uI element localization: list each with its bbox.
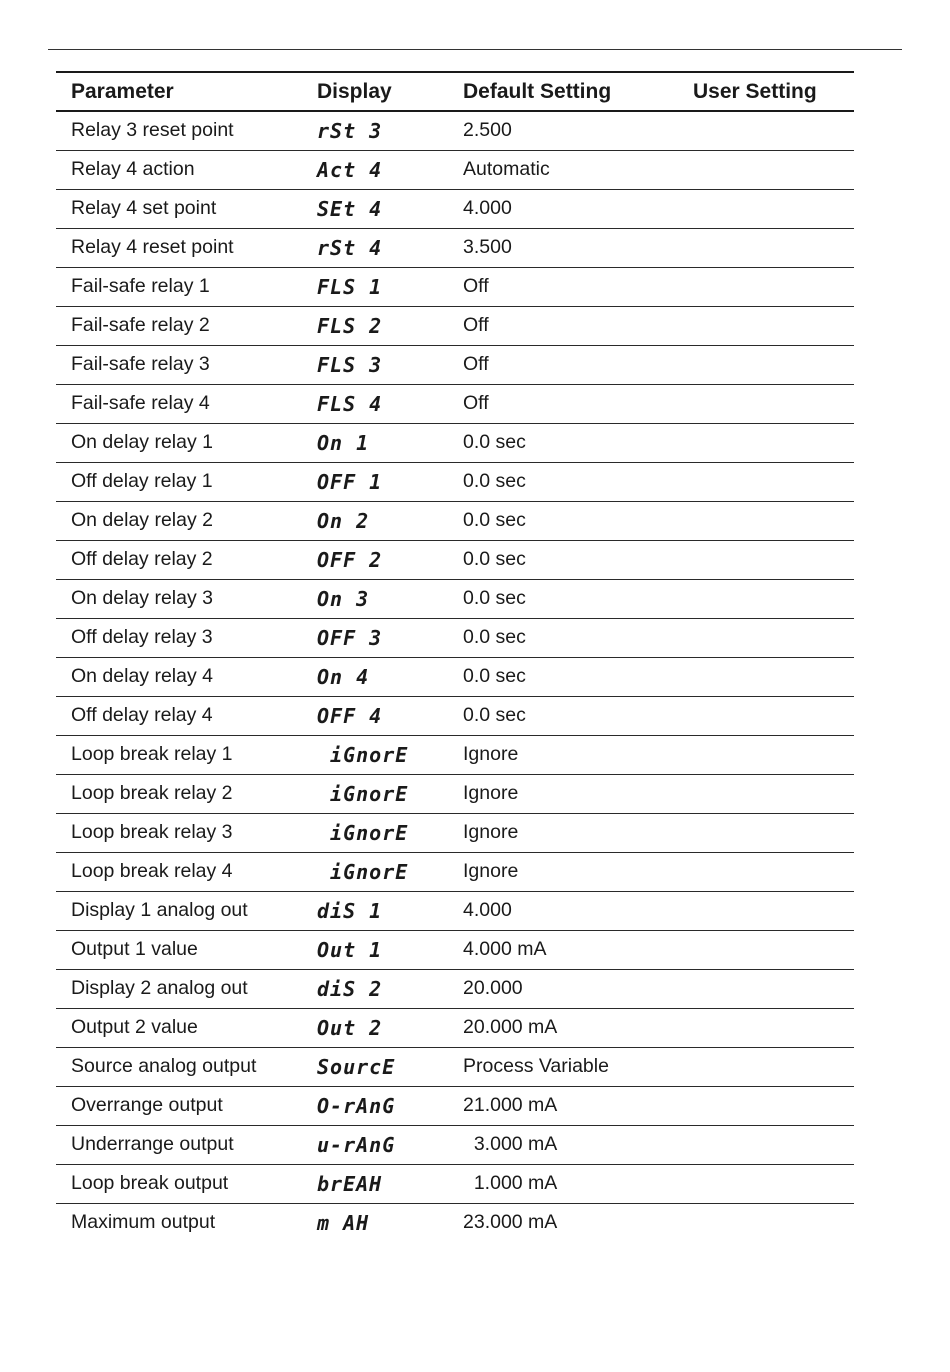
cell-display: diS 2 — [317, 976, 383, 1001]
cell-user-setting — [682, 930, 854, 969]
cell-parameter: On delay relay 2 — [71, 509, 213, 531]
cell-display: iGnorE — [317, 859, 409, 884]
cell-parameter: On delay relay 1 — [71, 431, 213, 453]
cell-display: FLS 2 — [317, 313, 383, 338]
cell-parameter: Off delay relay 4 — [71, 704, 213, 726]
cell-default-setting: 0.0 sec — [463, 470, 526, 492]
cell-display: O-rAnG — [317, 1093, 396, 1118]
cell-display: rSt 3 — [317, 118, 383, 143]
cell-default-setting: 0.0 sec — [463, 587, 526, 609]
table-row — [56, 774, 854, 813]
cell-display: iGnorE — [317, 820, 409, 845]
table-row — [56, 852, 854, 891]
cell-parameter: Relay 4 action — [71, 158, 195, 180]
table-row — [56, 1125, 854, 1164]
cell-parameter: Off delay relay 2 — [71, 548, 213, 570]
header-row — [56, 72, 854, 111]
cell-display: iGnorE — [317, 742, 409, 767]
cell-default-setting: 20.000 mA — [463, 1016, 558, 1038]
cell-default-setting: 4.000 mA — [463, 938, 547, 960]
cell-user-setting — [682, 1125, 854, 1164]
cell-display: FLS 3 — [317, 352, 383, 377]
table-row — [56, 423, 854, 462]
cell-display: Out 2 — [317, 1015, 383, 1040]
table-row — [56, 228, 854, 267]
cell-display: diS 1 — [317, 898, 383, 923]
cell-user-setting — [682, 501, 854, 540]
cell-default-setting: 20.000 — [463, 977, 523, 999]
cell-user-setting — [682, 267, 854, 306]
cell-display: On 4 — [317, 664, 370, 689]
cell-parameter: Overrange output — [71, 1094, 223, 1116]
cell-user-setting — [682, 1203, 854, 1242]
cell-parameter: Fail-safe relay 3 — [71, 353, 210, 375]
parameter-settings-table — [56, 71, 854, 1242]
table-row — [56, 696, 854, 735]
cell-default-setting: 2.500 — [463, 119, 512, 142]
cell-display: rSt 4 — [317, 235, 383, 260]
cell-default-setting: 3.000 mA — [463, 1133, 558, 1155]
cell-user-setting — [682, 111, 854, 150]
table-body — [56, 111, 854, 1242]
cell-parameter: Underrange output — [71, 1133, 234, 1155]
cell-default-setting: 0.0 sec — [463, 509, 526, 531]
cell-user-setting — [682, 345, 854, 384]
table-row — [56, 384, 854, 423]
cell-default-setting: 4.000 — [463, 197, 512, 219]
cell-parameter: Fail-safe relay 2 — [71, 314, 210, 336]
cell-display: On 3 — [317, 586, 370, 611]
cell-user-setting — [682, 1164, 854, 1203]
cell-default-setting: 0.0 sec — [463, 626, 526, 648]
table-row — [56, 1008, 854, 1047]
cell-parameter: Relay 4 set point — [71, 197, 217, 219]
cell-default-setting: Off — [463, 275, 489, 297]
cell-default-setting: 0.0 sec — [463, 548, 526, 570]
cell-default-setting: Automatic — [463, 158, 550, 180]
table-row — [56, 1047, 854, 1086]
cell-parameter: Relay 3 reset point — [71, 119, 234, 142]
table-row — [56, 540, 854, 579]
cell-parameter: Output 2 value — [71, 1016, 198, 1038]
cell-parameter: Source analog output — [71, 1055, 257, 1077]
cell-parameter: Loop break relay 4 — [71, 860, 233, 882]
cell-user-setting — [682, 189, 854, 228]
cell-user-setting — [682, 891, 854, 930]
cell-display: FLS 1 — [317, 274, 383, 299]
cell-parameter: Loop break relay 2 — [71, 782, 233, 804]
cell-display: SEt 4 — [317, 196, 383, 221]
cell-default-setting: 0.0 sec — [463, 704, 526, 726]
cell-default-setting: 0.0 sec — [463, 431, 526, 453]
table-row — [56, 657, 854, 696]
cell-parameter: Fail-safe relay 1 — [71, 275, 210, 297]
cell-user-setting — [682, 150, 854, 189]
table-header — [56, 72, 854, 111]
cell-default-setting: Ignore — [463, 821, 519, 843]
cell-user-setting — [682, 1047, 854, 1086]
cell-display: OFF 2 — [317, 547, 383, 572]
cell-display: OFF 3 — [317, 625, 383, 650]
table-row — [56, 462, 854, 501]
cell-display: m AH — [317, 1210, 370, 1235]
cell-display: On 1 — [317, 430, 370, 455]
cell-default-setting: 3.500 — [463, 236, 512, 258]
cell-default-setting: Off — [463, 314, 489, 336]
cell-default-setting: 21.000 mA — [463, 1094, 558, 1116]
cell-user-setting — [682, 618, 854, 657]
cell-default-setting: Ignore — [463, 782, 519, 804]
cell-default-setting: Off — [463, 353, 489, 375]
table-row — [56, 306, 854, 345]
cell-default-setting: 4.000 — [463, 899, 512, 921]
header-display: Display — [317, 79, 392, 103]
cell-user-setting — [682, 1008, 854, 1047]
table-row — [56, 345, 854, 384]
table-row — [56, 1164, 854, 1203]
cell-display: Out 1 — [317, 937, 383, 962]
header-default-setting: Default Setting — [463, 79, 612, 103]
cell-display: FLS 4 — [317, 391, 383, 416]
cell-user-setting — [682, 774, 854, 813]
cell-parameter: Loop break relay 1 — [71, 743, 233, 765]
cell-parameter: Loop break relay 3 — [71, 821, 233, 843]
cell-default-setting: 0.0 sec — [463, 665, 526, 687]
cell-default-setting: 23.000 mA — [463, 1211, 558, 1234]
cell-display: On 2 — [317, 508, 370, 533]
cell-display: brEAH — [317, 1171, 383, 1196]
cell-display: OFF 1 — [317, 469, 383, 494]
cell-parameter: Display 2 analog out — [71, 977, 248, 999]
cell-display: u-rAnG — [317, 1132, 396, 1157]
cell-user-setting — [682, 852, 854, 891]
cell-default-setting: Ignore — [463, 860, 519, 882]
table-row — [56, 150, 854, 189]
table-row — [56, 111, 854, 150]
cell-user-setting — [682, 1086, 854, 1125]
table-row — [56, 969, 854, 1008]
table-row — [56, 501, 854, 540]
cell-user-setting — [682, 813, 854, 852]
cell-user-setting — [682, 306, 854, 345]
cell-parameter: Loop break output — [71, 1172, 229, 1194]
cell-user-setting — [682, 384, 854, 423]
cell-display: OFF 4 — [317, 703, 383, 728]
header-user-setting: User Setting — [693, 79, 817, 103]
table-row — [56, 189, 854, 228]
table-row — [56, 1203, 854, 1242]
cell-parameter: Fail-safe relay 4 — [71, 392, 210, 414]
cell-user-setting — [682, 657, 854, 696]
cell-parameter: Maximum output — [71, 1211, 216, 1234]
cell-parameter: On delay relay 4 — [71, 665, 213, 687]
table-row — [56, 1086, 854, 1125]
cell-default-setting: Process Variable — [463, 1055, 609, 1077]
cell-user-setting — [682, 696, 854, 735]
table-row — [56, 813, 854, 852]
cell-default-setting: 1.000 mA — [463, 1172, 558, 1194]
cell-display: iGnorE — [317, 781, 409, 806]
cell-default-setting: Ignore — [463, 743, 519, 765]
cell-parameter: Display 1 analog out — [71, 899, 248, 921]
table-row — [56, 891, 854, 930]
cell-user-setting — [682, 735, 854, 774]
header-parameter: Parameter — [71, 79, 174, 103]
cell-parameter: Off delay relay 1 — [71, 470, 213, 492]
table-row — [56, 618, 854, 657]
cell-user-setting — [682, 423, 854, 462]
table-row — [56, 267, 854, 306]
cell-user-setting — [682, 228, 854, 267]
table-row — [56, 735, 854, 774]
page-header-rule — [48, 49, 902, 50]
cell-display: Act 4 — [317, 157, 383, 182]
cell-user-setting — [682, 579, 854, 618]
cell-user-setting — [682, 969, 854, 1008]
cell-user-setting — [682, 540, 854, 579]
cell-user-setting — [682, 462, 854, 501]
cell-parameter: Relay 4 reset point — [71, 236, 234, 258]
cell-parameter: Off delay relay 3 — [71, 626, 213, 648]
table-row — [56, 930, 854, 969]
cell-default-setting: Off — [463, 392, 489, 414]
cell-parameter: Output 1 value — [71, 938, 198, 960]
table-row — [56, 579, 854, 618]
cell-display: SourcE — [317, 1054, 396, 1079]
cell-parameter: On delay relay 3 — [71, 587, 213, 609]
